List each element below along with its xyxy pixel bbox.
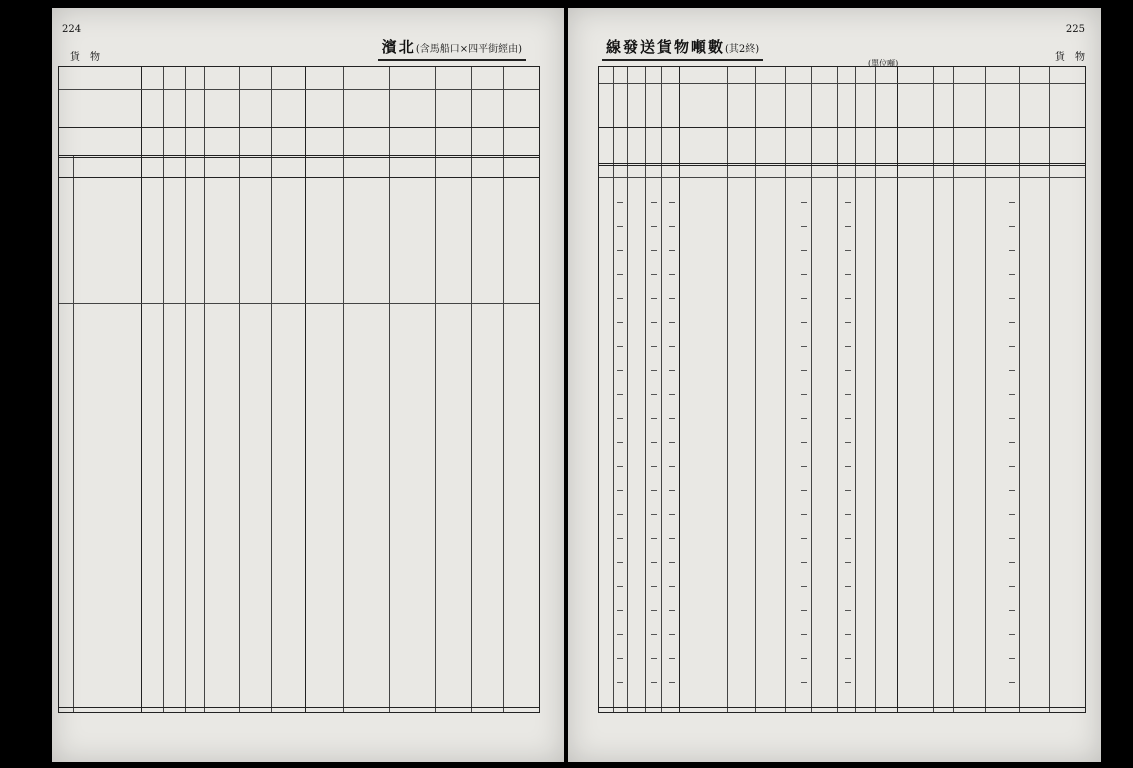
empty-cell-dash — [801, 370, 807, 371]
column-header — [755, 91, 785, 125]
empty-cell-dash — [669, 634, 675, 635]
empty-cell-dash — [845, 490, 851, 491]
row-rule — [59, 155, 539, 158]
row-rule — [599, 177, 1085, 178]
empty-cell-dash — [801, 298, 807, 299]
empty-cell-dash — [801, 658, 807, 659]
empty-cell-dash — [1009, 346, 1015, 347]
column-header — [613, 91, 627, 125]
empty-cell-dash — [1009, 226, 1015, 227]
empty-cell-dash — [801, 490, 807, 491]
column-header — [897, 91, 933, 125]
col-rule — [271, 67, 272, 712]
empty-cell-dash — [801, 538, 807, 539]
empty-cell-dash — [845, 514, 851, 515]
empty-cell-dash — [845, 634, 851, 635]
column-header — [933, 91, 953, 125]
empty-cell-dash — [1009, 610, 1015, 611]
empty-cell-dash — [845, 346, 851, 347]
empty-cell-dash — [801, 634, 807, 635]
column-header — [837, 91, 855, 125]
empty-cell-dash — [651, 202, 657, 203]
running-head: 貨 物 — [70, 52, 100, 63]
empty-cell-dash — [617, 418, 623, 419]
col-rule — [73, 155, 74, 712]
empty-cell-dash — [617, 226, 623, 227]
empty-cell-dash — [801, 562, 807, 563]
row-rule — [59, 89, 539, 90]
empty-cell-dash — [669, 394, 675, 395]
empty-cell-dash — [845, 682, 851, 683]
row-rule — [59, 127, 539, 128]
empty-cell-dash — [845, 226, 851, 227]
empty-cell-dash — [651, 586, 657, 587]
empty-cell-dash — [1009, 634, 1015, 635]
empty-cell-dash — [1009, 250, 1015, 251]
empty-cell-dash — [651, 370, 657, 371]
empty-cell-dash — [651, 274, 657, 275]
empty-cell-dash — [617, 322, 623, 323]
empty-cell-dash — [801, 322, 807, 323]
col-rule — [435, 67, 436, 712]
empty-cell-dash — [617, 442, 623, 443]
empty-cell-dash — [669, 538, 675, 539]
left-page — [52, 8, 564, 762]
empty-cell-dash — [669, 682, 675, 683]
empty-cell-dash — [651, 442, 657, 443]
empty-cell-dash — [845, 610, 851, 611]
empty-cell-dash — [617, 394, 623, 395]
col-rule — [503, 67, 504, 712]
column-header — [239, 93, 271, 125]
column-header — [727, 91, 755, 125]
row-rule — [59, 177, 539, 178]
empty-cell-dash — [669, 298, 675, 299]
empty-cell-dash — [1009, 682, 1015, 683]
column-header — [389, 93, 435, 125]
empty-cell-dash — [651, 538, 657, 539]
empty-cell-dash — [1009, 562, 1015, 563]
empty-cell-dash — [801, 250, 807, 251]
empty-cell-dash — [845, 370, 851, 371]
empty-cell-dash — [617, 370, 623, 371]
row-rule — [599, 127, 1085, 128]
empty-cell-dash — [617, 466, 623, 467]
column-header — [204, 93, 239, 125]
empty-cell-dash — [669, 346, 675, 347]
empty-cell-dash — [617, 346, 623, 347]
empty-cell-dash — [651, 634, 657, 635]
empty-cell-dash — [1009, 538, 1015, 539]
empty-cell-dash — [1009, 466, 1015, 467]
empty-cell-dash — [617, 658, 623, 659]
column-header — [953, 91, 985, 125]
row-rule — [599, 83, 1085, 84]
empty-cell-dash — [845, 418, 851, 419]
empty-cell-dash — [651, 658, 657, 659]
empty-cell-dash — [651, 250, 657, 251]
empty-cell-dash — [801, 394, 807, 395]
column-header — [271, 93, 305, 125]
column-header — [811, 91, 837, 125]
empty-cell-dash — [651, 562, 657, 563]
empty-cell-dash — [651, 418, 657, 419]
row-rule — [599, 707, 1085, 708]
empty-cell-dash — [669, 274, 675, 275]
column-header — [645, 91, 661, 125]
empty-cell-dash — [801, 202, 807, 203]
column-header — [679, 91, 727, 125]
column-header — [185, 93, 204, 125]
column-header — [985, 91, 1019, 125]
empty-cell-dash — [669, 370, 675, 371]
empty-cell-dash — [1009, 370, 1015, 371]
empty-cell-dash — [669, 322, 675, 323]
empty-cell-dash — [845, 202, 851, 203]
empty-cell-dash — [651, 346, 657, 347]
column-header — [163, 93, 185, 125]
running-head: 貨 物 — [1055, 52, 1085, 63]
row-rule — [59, 707, 539, 708]
empty-cell-dash — [651, 298, 657, 299]
empty-cell-dash — [801, 466, 807, 467]
empty-cell-dash — [1009, 202, 1015, 203]
empty-cell-dash — [1009, 490, 1015, 491]
empty-cell-dash — [801, 514, 807, 515]
empty-cell-dash — [1009, 418, 1015, 419]
empty-cell-dash — [651, 394, 657, 395]
column-header — [627, 91, 645, 125]
empty-cell-dash — [845, 298, 851, 299]
empty-cell-dash — [617, 610, 623, 611]
empty-cell-dash — [845, 658, 851, 659]
empty-cell-dash — [669, 250, 675, 251]
empty-cell-dash — [617, 298, 623, 299]
empty-cell-dash — [617, 682, 623, 683]
table-grid-left — [58, 66, 540, 713]
column-header — [785, 91, 811, 125]
empty-cell-dash — [651, 514, 657, 515]
column-header — [503, 93, 539, 125]
empty-cell-dash — [617, 586, 623, 587]
empty-cell-dash — [1009, 442, 1015, 443]
empty-cell-dash — [669, 490, 675, 491]
empty-cell-dash — [617, 514, 623, 515]
table-grid-right — [598, 66, 1086, 713]
column-header — [471, 93, 503, 125]
empty-cell-dash — [651, 610, 657, 611]
col-rule — [141, 67, 142, 712]
empty-cell-dash — [669, 610, 675, 611]
empty-cell-dash — [845, 562, 851, 563]
column-header — [855, 91, 875, 125]
empty-cell-dash — [801, 586, 807, 587]
empty-cell-dash — [651, 682, 657, 683]
empty-cell-dash — [651, 466, 657, 467]
empty-cell-dash — [651, 226, 657, 227]
empty-cell-dash — [1009, 274, 1015, 275]
col-rule — [343, 67, 344, 712]
page-number: 224 — [62, 24, 82, 35]
row-rule — [599, 163, 1085, 166]
empty-cell-dash — [845, 322, 851, 323]
empty-cell-dash — [1009, 322, 1015, 323]
empty-cell-dash — [651, 490, 657, 491]
table-title-right: 線發送貨物噸數(其2終) — [602, 36, 763, 61]
col-rule — [204, 67, 205, 712]
empty-cell-dash — [801, 226, 807, 227]
empty-cell-dash — [669, 514, 675, 515]
empty-cell-dash — [669, 586, 675, 587]
col-rule — [185, 67, 186, 712]
empty-cell-dash — [801, 418, 807, 419]
empty-cell-dash — [669, 418, 675, 419]
empty-cell-dash — [617, 634, 623, 635]
column-header — [141, 93, 163, 125]
unit-label: (單位噸) — [868, 59, 899, 68]
empty-cell-dash — [801, 346, 807, 347]
empty-cell-dash — [1009, 298, 1015, 299]
empty-cell-dash — [1009, 586, 1015, 587]
table-title-left: 濱北(含馬船口×四平街經由) — [378, 36, 526, 61]
empty-cell-dash — [801, 610, 807, 611]
column-header — [875, 91, 897, 125]
empty-cell-dash — [1009, 394, 1015, 395]
empty-cell-dash — [617, 538, 623, 539]
empty-cell-dash — [801, 442, 807, 443]
empty-cell-dash — [845, 538, 851, 539]
column-header — [435, 93, 471, 125]
empty-cell-dash — [617, 202, 623, 203]
empty-cell-dash — [801, 682, 807, 683]
empty-cell-dash — [669, 202, 675, 203]
col-rule — [389, 67, 390, 712]
column-header — [661, 91, 679, 125]
page-number: 225 — [1065, 24, 1085, 35]
empty-cell-dash — [669, 466, 675, 467]
empty-cell-dash — [1009, 514, 1015, 515]
column-header — [1019, 91, 1049, 125]
empty-cell-dash — [801, 274, 807, 275]
empty-cell-dash — [617, 274, 623, 275]
empty-cell-dash — [617, 562, 623, 563]
empty-cell-dash — [845, 442, 851, 443]
empty-cell-dash — [669, 226, 675, 227]
empty-cell-dash — [845, 250, 851, 251]
empty-cell-dash — [669, 442, 675, 443]
column-header — [343, 93, 389, 125]
col-rule — [239, 67, 240, 712]
empty-cell-dash — [845, 394, 851, 395]
column-header — [305, 93, 343, 125]
empty-cell-dash — [845, 586, 851, 587]
empty-cell-dash — [669, 658, 675, 659]
empty-cell-dash — [845, 466, 851, 467]
empty-cell-dash — [845, 274, 851, 275]
column-header — [599, 91, 613, 125]
row-rule — [59, 303, 539, 304]
col-rule — [305, 67, 306, 712]
empty-cell-dash — [1009, 658, 1015, 659]
col-rule — [163, 67, 164, 712]
col-rule — [471, 67, 472, 712]
right-page — [568, 8, 1101, 762]
empty-cell-dash — [617, 250, 623, 251]
empty-cell-dash — [651, 322, 657, 323]
empty-cell-dash — [617, 490, 623, 491]
empty-cell-dash — [669, 562, 675, 563]
